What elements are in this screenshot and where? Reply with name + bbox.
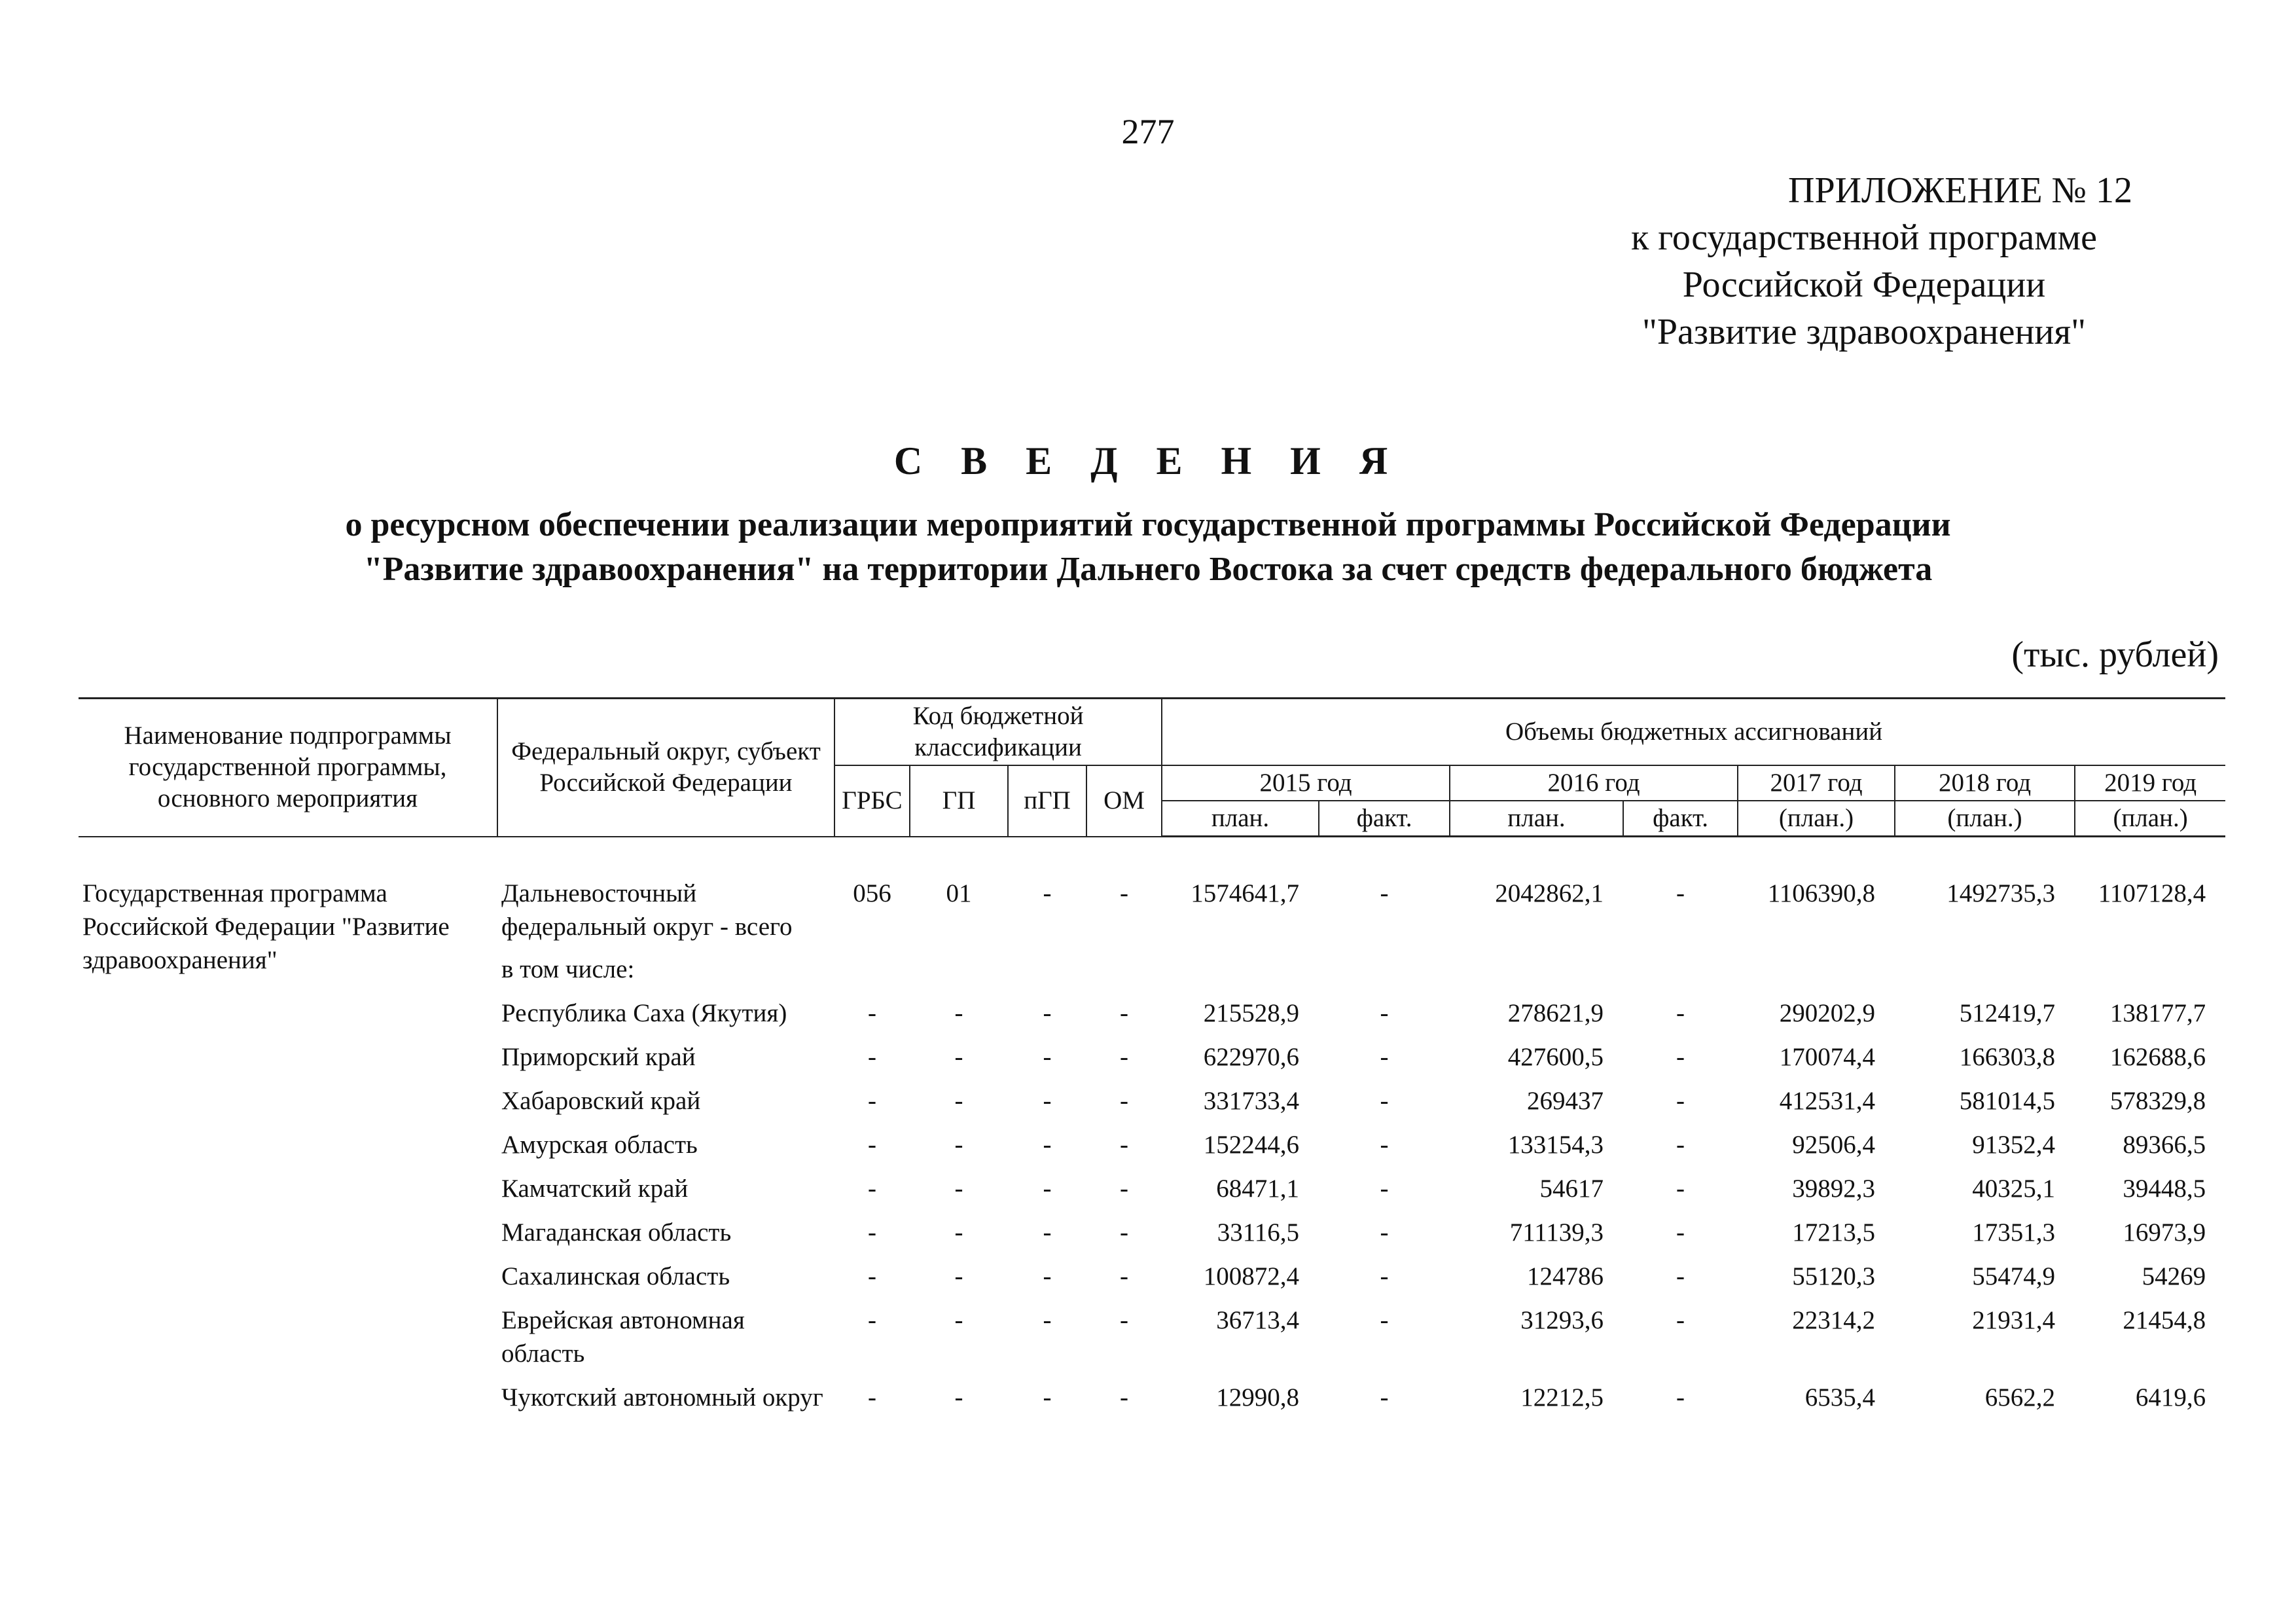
- fact-2016-cell: -: [1676, 1043, 1685, 1071]
- region-cell: Дальневосточный федеральный округ - всего: [501, 879, 793, 941]
- table-row: [79, 1216, 2225, 1260]
- fact-2015-cell: -: [1380, 1043, 1389, 1071]
- fact-2015-cell: -: [1380, 1218, 1389, 1247]
- plan-2018-cell: 512419,7: [1959, 999, 2056, 1027]
- grbs-cell: -: [868, 1383, 876, 1412]
- table-row: [79, 1084, 2225, 1128]
- table-row: [79, 1304, 2225, 1381]
- grbs-cell: -: [868, 1043, 876, 1071]
- header-gp: ГП: [910, 765, 1008, 837]
- table-row: [79, 1172, 2225, 1216]
- plan-2017-cell: 92506,4: [1792, 1131, 1876, 1159]
- pgp-cell: -: [1043, 1043, 1052, 1071]
- om-cell: -: [1120, 1218, 1129, 1247]
- plan-2017-cell: 412531,4: [1779, 1087, 1876, 1115]
- plan-2017-cell: 55120,3: [1792, 1262, 1876, 1290]
- fact-2015-cell: -: [1380, 999, 1389, 1027]
- header-program-name: Наименование подпрограммы государственной программы, основного мероприятия: [79, 699, 497, 837]
- empty-cell: [79, 1128, 497, 1172]
- document-subtitle: [131, 503, 2165, 592]
- plan-2017-cell: 22314,2: [1792, 1306, 1876, 1334]
- appendix-line: к государственной программе: [1631, 217, 2097, 258]
- plan-2018-cell: 40325,1: [1972, 1175, 2056, 1203]
- plan-2019-cell: 21454,8: [2123, 1306, 2206, 1334]
- including-label: в том числе:: [501, 955, 635, 983]
- plan-2015-cell: 622970,6: [1203, 1043, 1300, 1071]
- plan-2016-cell: 278621,9: [1507, 999, 1604, 1027]
- region-cell: Камчатский край: [501, 1175, 689, 1203]
- gp-cell: -: [954, 1043, 963, 1071]
- header-year-2017: 2017 год: [1738, 765, 1895, 801]
- plan-2019-cell: 162688,6: [2109, 1043, 2206, 1071]
- empty-cell: [79, 1040, 497, 1084]
- plan-2018-cell: 166303,8: [1959, 1043, 2056, 1071]
- fact-2015-cell: -: [1380, 1306, 1389, 1334]
- grbs-cell: -: [868, 1175, 876, 1203]
- header-plan-2018: (план.): [1895, 801, 2075, 837]
- empty-cell: [79, 1304, 497, 1381]
- om-cell: -: [1120, 1043, 1129, 1071]
- table-body: [79, 837, 2225, 1425]
- fact-2015-cell: -: [1380, 1383, 1389, 1412]
- pgp-cell: -: [1043, 1131, 1052, 1159]
- grbs-cell: -: [868, 1306, 876, 1334]
- grbs-cell: -: [868, 999, 876, 1027]
- header-fact: факт.: [1623, 801, 1738, 837]
- plan-2019-cell: 578329,8: [2109, 1087, 2206, 1115]
- plan-2015-cell: 100872,4: [1203, 1262, 1300, 1290]
- plan-2019-cell: 6419,6: [2135, 1383, 2206, 1412]
- plan-2018-cell: 6562,2: [1984, 1383, 2056, 1412]
- gp-cell: -: [954, 1262, 963, 1290]
- om-cell: -: [1120, 1175, 1129, 1203]
- header-plan: план.: [1162, 801, 1319, 837]
- fact-2015-cell: -: [1380, 1087, 1389, 1115]
- gp-cell: 01: [946, 879, 972, 907]
- region-cell: Магаданская область: [501, 1218, 732, 1247]
- header-plan-2019: (план.): [2075, 801, 2225, 837]
- pgp-cell: -: [1043, 1262, 1052, 1290]
- region-cell: Чукотский автономный округ: [501, 1383, 823, 1412]
- fact-2016-cell: -: [1676, 1131, 1685, 1159]
- empty-cell: [79, 1381, 497, 1425]
- header-year-2018: 2018 год: [1895, 765, 2075, 801]
- appendix-line: Российской Федерации: [1682, 264, 2046, 305]
- grbs-cell: 056: [853, 879, 891, 907]
- fact-2015-cell: -: [1380, 879, 1389, 907]
- plan-2018-cell: 91352,4: [1972, 1131, 2056, 1159]
- header-year-2016: 2016 год: [1450, 765, 1738, 801]
- appendix-line: "Развитие здравоохранения": [1641, 312, 2087, 352]
- budget-table: [79, 697, 2225, 1425]
- fact-2016-cell: -: [1676, 1087, 1685, 1115]
- grbs-cell: -: [868, 1262, 876, 1290]
- empty-cell: [79, 1172, 497, 1216]
- plan-2019-cell: 39448,5: [2123, 1175, 2206, 1203]
- fact-2016-cell: -: [1676, 1383, 1685, 1412]
- plan-2016-cell: 12212,5: [1520, 1383, 1604, 1412]
- empty-cell: [79, 1260, 497, 1304]
- plan-2019-cell: 54269: [2142, 1262, 2206, 1290]
- program-name-cell: Государственная программа Российской Федерации "Развитие здравоохранения": [82, 879, 450, 974]
- appendix-title: ПРИЛОЖЕНИЕ № 12: [1788, 170, 2132, 211]
- subtitle-line: "Развитие здравоохранения" на территории Дальнего Востока за счет средств федерального бюджета: [363, 551, 1933, 588]
- om-cell: -: [1120, 1262, 1129, 1290]
- units-label: (тыс. рублей): [2011, 634, 2219, 675]
- region-cell: Хабаровский край: [501, 1087, 701, 1115]
- plan-2017-cell: 39892,3: [1792, 1175, 1876, 1203]
- table-row: [79, 996, 2225, 1040]
- pgp-cell: -: [1043, 1383, 1052, 1412]
- region-cell: Еврейская автономная область: [501, 1306, 745, 1368]
- om-cell: -: [1120, 999, 1129, 1027]
- region-cell: Республика Саха (Якутия): [501, 999, 787, 1027]
- fact-2015-cell: -: [1380, 1175, 1389, 1203]
- header-om: ОМ: [1086, 765, 1162, 837]
- plan-2016-cell: 711139,3: [1509, 1218, 1604, 1247]
- grbs-cell: -: [868, 1131, 876, 1159]
- plan-2015-cell: 1574641,7: [1191, 879, 1300, 907]
- document-title: С В Е Д Е Н И Я: [893, 439, 1403, 483]
- plan-2016-cell: 124786: [1527, 1262, 1604, 1290]
- plan-2019-cell: 1107128,4: [2098, 879, 2206, 907]
- pgp-cell: -: [1043, 1306, 1052, 1334]
- plan-2017-cell: 6535,4: [1804, 1383, 1876, 1412]
- total-row: [79, 877, 2225, 943]
- header-grbs: ГРБС: [834, 765, 910, 837]
- plan-2019-cell: 16973,9: [2123, 1218, 2206, 1247]
- header-plan-2017: (план.): [1738, 801, 1895, 837]
- plan-2017-cell: 17213,5: [1792, 1218, 1876, 1247]
- header-pgp: пГП: [1008, 765, 1086, 837]
- fact-2015-cell: -: [1380, 1262, 1389, 1290]
- fact-2016-cell: -: [1676, 999, 1685, 1027]
- table-row: [79, 1260, 2225, 1304]
- om-cell: -: [1120, 1306, 1129, 1334]
- table-row: [79, 1040, 2225, 1084]
- grbs-cell: -: [868, 1218, 876, 1247]
- header-plan: план.: [1450, 801, 1623, 837]
- pgp-cell: -: [1043, 879, 1052, 907]
- plan-2015-cell: 36713,4: [1216, 1306, 1300, 1334]
- plan-2016-cell: 2042862,1: [1495, 879, 1604, 907]
- gp-cell: -: [954, 1175, 963, 1203]
- plan-2018-cell: 1492735,3: [1946, 879, 2056, 907]
- gp-cell: -: [954, 1383, 963, 1412]
- plan-2018-cell: 581014,5: [1959, 1087, 2056, 1115]
- plan-2015-cell: 12990,8: [1216, 1383, 1300, 1412]
- table-header: [79, 699, 2225, 837]
- om-cell: -: [1120, 1087, 1129, 1115]
- empty-cell: [79, 996, 497, 1040]
- plan-2016-cell: 269437: [1527, 1087, 1604, 1115]
- plan-2015-cell: 68471,1: [1216, 1175, 1300, 1203]
- gp-cell: -: [954, 1131, 963, 1159]
- region-cell: Амурская область: [501, 1131, 698, 1159]
- om-cell: -: [1120, 1383, 1129, 1412]
- page-number: 277: [1121, 112, 1175, 151]
- subtitle-line: о ресурсном обеспечении реализации мероприятий государственной программы Российской Федерации: [345, 506, 1951, 543]
- pgp-cell: -: [1043, 1087, 1052, 1115]
- plan-2016-cell: 31293,6: [1520, 1306, 1604, 1334]
- fact-2016-cell: -: [1676, 1218, 1685, 1247]
- plan-2018-cell: 55474,9: [1972, 1262, 2056, 1290]
- table-row: [79, 1381, 2225, 1425]
- gp-cell: -: [954, 999, 963, 1027]
- gp-cell: -: [954, 1306, 963, 1334]
- plan-2018-cell: 21931,4: [1972, 1306, 2056, 1334]
- plan-2017-cell: 290202,9: [1779, 999, 1876, 1027]
- fact-2016-cell: -: [1676, 1262, 1685, 1290]
- appendix-block: [1570, 167, 2159, 356]
- empty-cell: [79, 1084, 497, 1128]
- gp-cell: -: [954, 1087, 963, 1115]
- om-cell: -: [1120, 879, 1129, 907]
- pgp-cell: -: [1043, 999, 1052, 1027]
- plan-2015-cell: 215528,9: [1203, 999, 1300, 1027]
- plan-2016-cell: 133154,3: [1507, 1131, 1604, 1159]
- plan-2018-cell: 17351,3: [1972, 1218, 2056, 1247]
- header-year-2015: 2015 год: [1162, 765, 1450, 801]
- region-cell: Приморский край: [501, 1043, 696, 1071]
- grbs-cell: -: [868, 1087, 876, 1115]
- header-budget-code: Код бюджетной классификации: [834, 699, 1162, 766]
- plan-2016-cell: 54617: [1539, 1175, 1604, 1203]
- pgp-cell: -: [1043, 1175, 1052, 1203]
- plan-2016-cell: 427600,5: [1507, 1043, 1604, 1071]
- gp-cell: -: [954, 1218, 963, 1247]
- fact-2015-cell: -: [1380, 1131, 1389, 1159]
- om-cell: -: [1120, 1131, 1129, 1159]
- plan-2015-cell: 331733,4: [1203, 1087, 1300, 1115]
- plan-2015-cell: 152244,6: [1203, 1131, 1300, 1159]
- header-year-2019: 2019 год: [2075, 765, 2225, 801]
- plan-2017-cell: 1106390,8: [1767, 879, 1876, 907]
- header-volumes: Объемы бюджетных ассигнований: [1162, 699, 2225, 766]
- empty-cell: [79, 1216, 497, 1260]
- fact-2016-cell: -: [1676, 1175, 1685, 1203]
- fact-2016-cell: -: [1676, 1306, 1685, 1334]
- header-district: Федеральный округ, субъект Российской Федерации: [497, 699, 834, 837]
- header-fact: факт.: [1319, 801, 1450, 837]
- fact-2016-cell: -: [1676, 879, 1685, 907]
- plan-2015-cell: 33116,5: [1217, 1218, 1300, 1247]
- pgp-cell: -: [1043, 1218, 1052, 1247]
- table-row: [79, 1128, 2225, 1172]
- plan-2019-cell: 138177,7: [2109, 999, 2206, 1027]
- plan-2017-cell: 170074,4: [1779, 1043, 1876, 1071]
- region-cell: Сахалинская область: [501, 1262, 730, 1290]
- plan-2019-cell: 89366,5: [2123, 1131, 2206, 1159]
